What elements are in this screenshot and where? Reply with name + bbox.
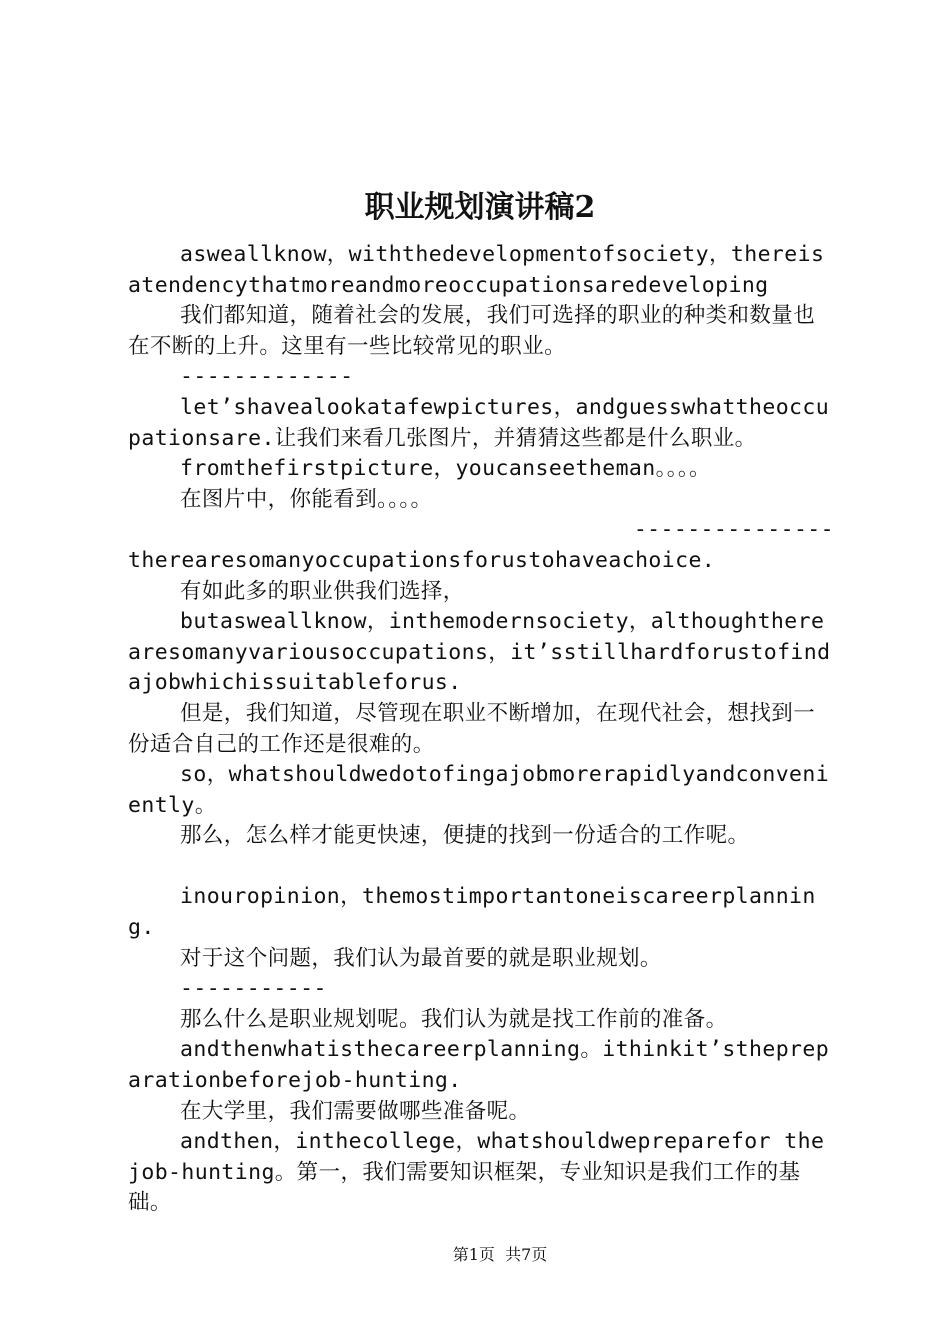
- paragraph-pictures: let’shavealookatafewpictures，andguesswhattheoccupationsare.让我们来看几张图片，并猜猜这些都是什么职业。: [128, 394, 830, 451]
- paragraph-choices-cn: 有如此多的职业供我们选择，: [180, 578, 465, 604]
- paragraph-hard-to-find-cn: 但是，我们知道，尽管现在职业不断增加，在现代社会，想找到一份适合自己的工作还是很难的。: [128, 700, 816, 757]
- paragraph-college-cn: 在大学里，我们需要做哪些准备呢。: [180, 1098, 531, 1124]
- paragraph-choices-en: therearesomanyoccupationsforustohaveachoice.: [128, 547, 716, 573]
- paragraph-cn-intro: 我们都知道，随着社会的发展，我们可选择的职业的种类和数量也在不断的上升。这里有一些比较常见的职业。: [128, 303, 816, 359]
- paragraph-en-intro: asweallknow，withthedevelopmentofsociety，thereisatendencythatmoreandmoreoccupationsaredeveloping: [128, 242, 825, 298]
- separator-line: -----------: [180, 976, 327, 1002]
- paragraph-opinion-cn: 对于这个问题，我们认为最首要的就是职业规划。: [180, 945, 662, 971]
- paragraph-college-en: andthen，inthecollege，whatshouldwepreparefor the job-hunting。第一，我们需要知识框架，专业知识是我们工作的基础。: [128, 1129, 825, 1216]
- paragraph-opinion-en: inouropinion，themostimportantoneiscareerplanning.: [128, 884, 816, 941]
- page-footer: [0, 1243, 950, 1267]
- paragraph-hard-to-find-en: butasweallknow，inthemodernsociety，althoughtherearesomanyvariousoccupations，it’sstillhardforustofindajobwhichissuitableforus.: [128, 609, 831, 696]
- page-title: 职业规划演讲稿2: [364, 190, 596, 225]
- paragraph-what-to-do-en: so，whatshouldwedotofingajobmorerapidlyandconveniently。: [128, 762, 830, 818]
- paragraph-first-picture-cn: 在图片中，你能看到。。。。: [180, 486, 433, 512]
- blank-line: [128, 852, 834, 883]
- page-total: 共7页: [505, 1245, 548, 1264]
- separator-line: -------------: [180, 364, 354, 390]
- document-body: [128, 240, 834, 1219]
- paragraph-first-picture-en: fromthefirstpicture，youcanseetheman。。。。: [180, 456, 711, 482]
- paragraph-definition-en: andthenwhatisthecareerplanning。ithinkit’sthepreparationbeforejob-hunting.: [128, 1037, 830, 1094]
- paragraph-definition-cn: 那么什么是职业规划呢。我们认为就是找工作前的准备。: [180, 1006, 728, 1032]
- page-number: 第1页: [452, 1245, 495, 1264]
- paragraph-what-to-do-cn: 那么，怎么样才能更快速，便捷的找到一份适合的工作呢。: [180, 823, 750, 849]
- separator-line: ---------------: [633, 517, 834, 543]
